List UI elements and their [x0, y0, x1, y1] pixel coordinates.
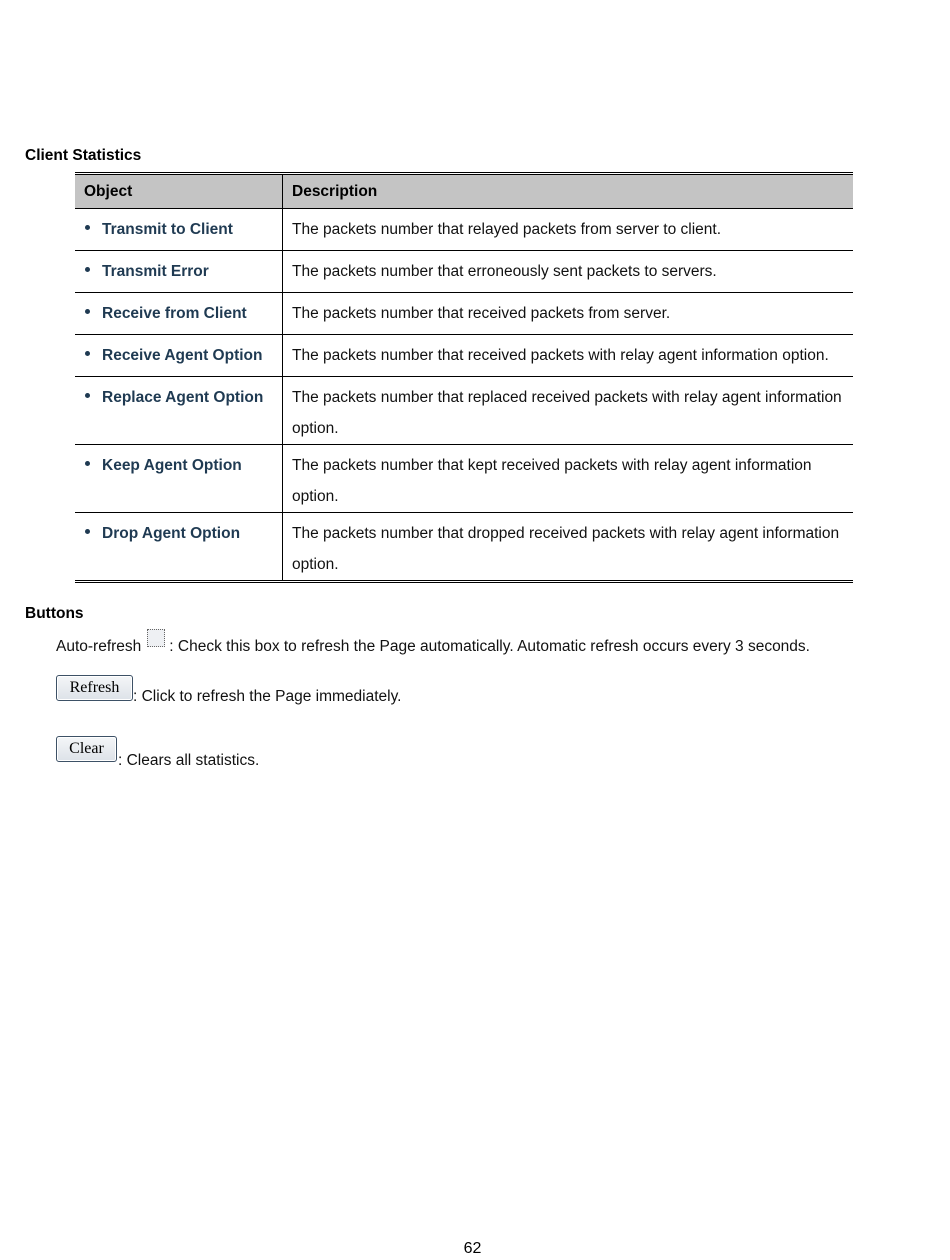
bullet-icon [85, 267, 90, 272]
table-header-row [75, 174, 853, 209]
table-row [75, 445, 853, 513]
description-cell: The packets number that erroneously sent packets to servers. [283, 251, 854, 293]
bullet-icon [85, 461, 90, 466]
clear-button[interactable]: Clear [56, 736, 117, 762]
object-cell [75, 377, 283, 445]
section-title-buttons: Buttons [25, 605, 84, 622]
header-object: Object [75, 174, 283, 209]
header-description: Description [283, 174, 854, 209]
auto-refresh-line [56, 634, 810, 656]
object-cell [75, 209, 283, 251]
object-cell [75, 335, 283, 377]
bullet-icon [85, 529, 90, 534]
bullet-icon [85, 309, 90, 314]
table-row [75, 293, 853, 335]
object-name: Keep Agent Option [102, 457, 242, 474]
auto-refresh-checkbox[interactable] [147, 629, 165, 647]
auto-refresh-description: : Check this box to refresh the Page automatically. Automatic refresh occurs every 3 seconds. [169, 638, 810, 655]
bullet-icon [85, 393, 90, 398]
object-name: Drop Agent Option [102, 525, 241, 542]
table-row [75, 251, 853, 293]
page-number: 62 [463, 1240, 482, 1257]
client-statistics-table [75, 172, 853, 583]
description-cell: The packets number that dropped received packets with relay agent information option. [283, 513, 854, 582]
description-cell: The packets number that kept received packets with relay agent information option. [283, 445, 854, 513]
description-cell: The packets number that relayed packets from server to client. [292, 221, 722, 238]
table-row [75, 335, 853, 377]
auto-refresh-label: Auto-refresh [56, 638, 142, 655]
table-row [75, 377, 853, 445]
table-row [75, 513, 853, 582]
bullet-icon [85, 351, 90, 356]
clear-description: : Clears all statistics. [118, 752, 260, 769]
section-title-client-statistics: Client Statistics [25, 147, 142, 164]
description-cell: The packets number that replaced received packets with relay agent information option. [283, 377, 854, 445]
refresh-button[interactable]: Refresh [56, 675, 133, 701]
description-cell: The packets number that received packets from server. [283, 293, 854, 335]
table-row [75, 209, 853, 251]
description-cell: The packets number that received packets with relay agent information option. [283, 335, 854, 377]
refresh-description: : Click to refresh the Page immediately. [133, 688, 402, 705]
object-cell [75, 251, 283, 293]
object-name: Transmit Error [102, 263, 209, 280]
object-name: Receive from Client [102, 305, 247, 322]
object-cell [75, 293, 283, 335]
object-cell [75, 445, 283, 513]
object-name: Transmit to Client [102, 221, 233, 238]
object-name: Receive Agent Option [102, 347, 263, 364]
object-name: Replace Agent Option [102, 389, 264, 406]
object-cell [75, 513, 283, 582]
bullet-icon [85, 225, 90, 230]
